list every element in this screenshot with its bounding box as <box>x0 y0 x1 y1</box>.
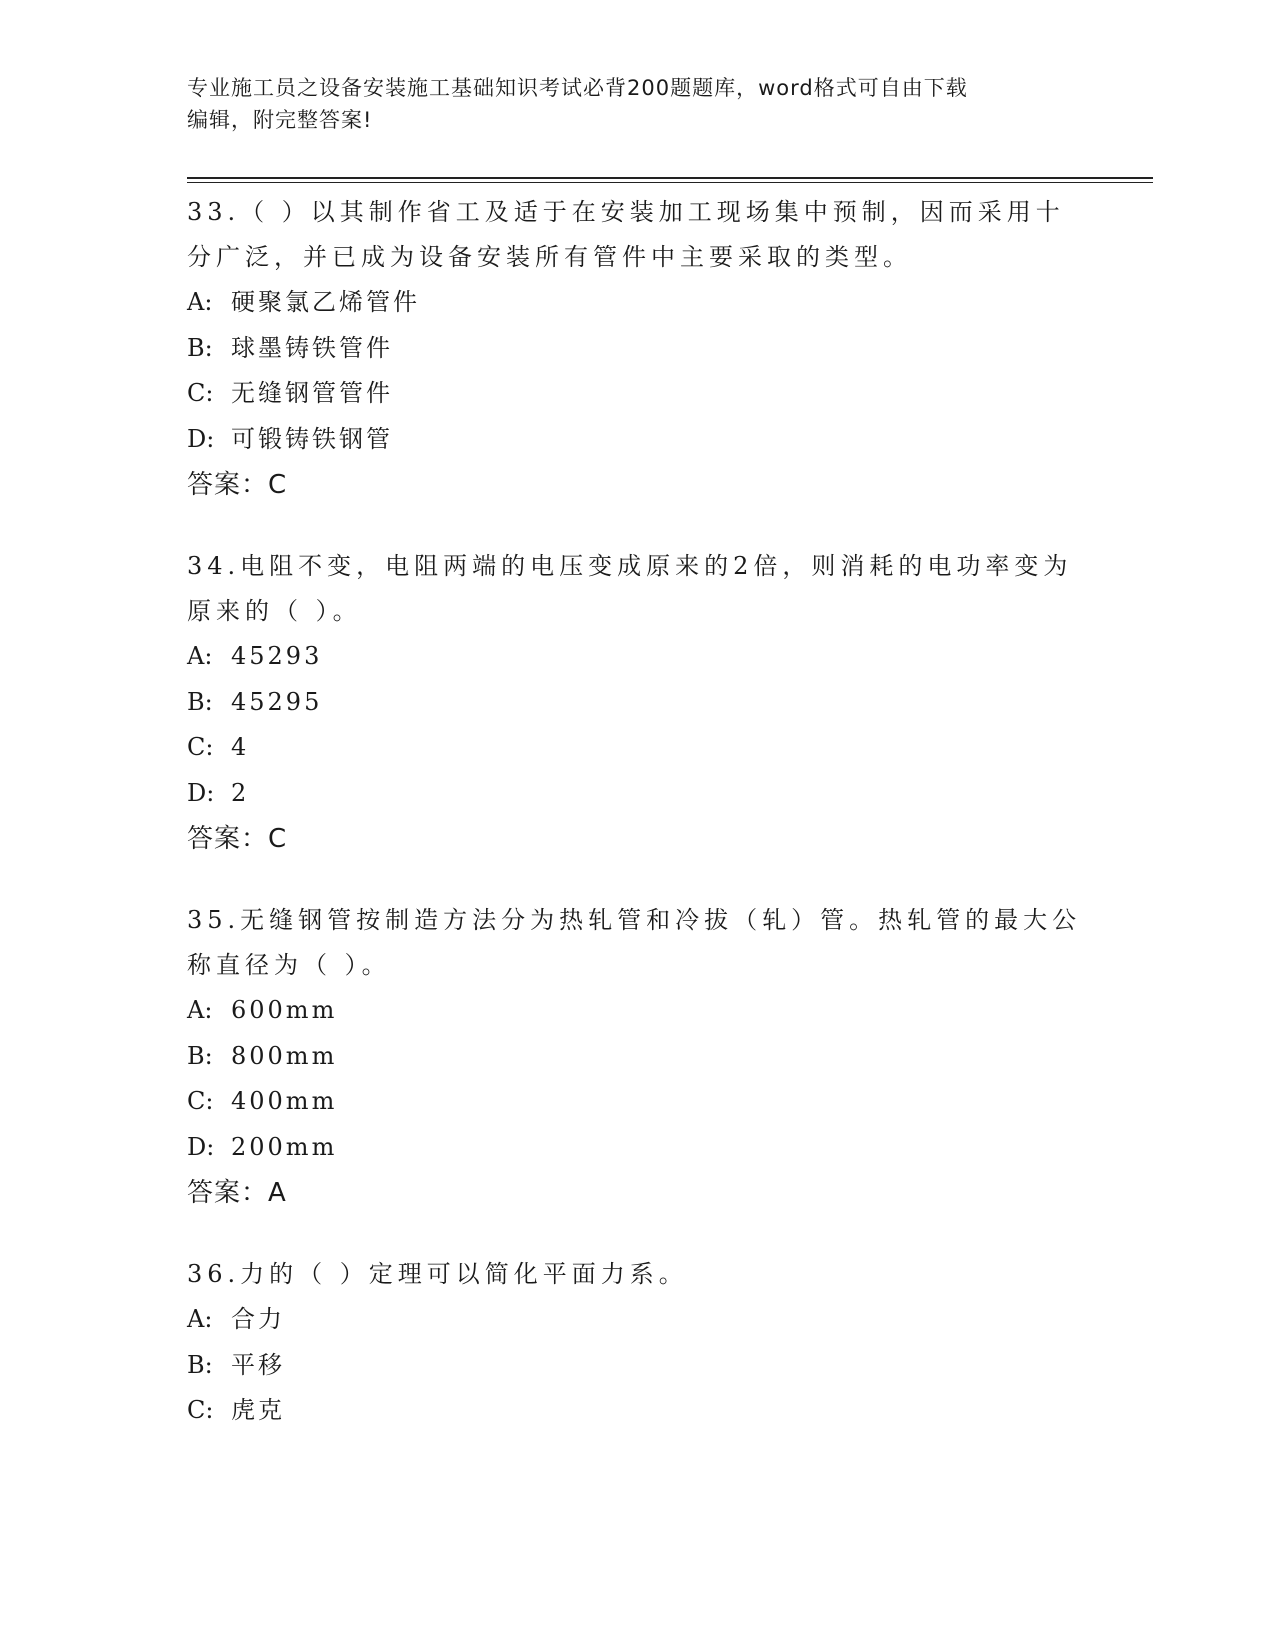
question-stem-line-2: 原来的（ ）。 <box>187 597 362 625</box>
option-a <box>187 634 1087 680</box>
option-label: C: <box>187 1087 214 1115</box>
option-text: 45293 <box>231 642 323 670</box>
question-stem <box>187 190 1087 280</box>
option-label: D: <box>187 778 215 807</box>
option-label: C: <box>187 379 214 407</box>
answer-text: 答案：C <box>187 824 288 854</box>
document-header <box>187 72 1067 136</box>
option-label: D: <box>187 424 215 453</box>
question-stem-line-1: 35.无缝钢管按制造方法分为热轧管和冷拔（轧）管。热轧管的最大公 <box>187 906 1082 934</box>
question-stem-line-1: 36.力的（ ）定理可以简化平面力系。 <box>187 1260 688 1288</box>
option-text: 800mm <box>231 1041 338 1070</box>
option-b <box>187 326 1087 372</box>
option-b <box>187 680 1087 726</box>
option-a <box>187 988 1087 1034</box>
option-text: 可锻铸铁钢管 <box>231 424 393 453</box>
question-33 <box>187 190 1087 508</box>
header-divider-thick <box>187 177 1153 179</box>
option-label: B: <box>187 1350 213 1379</box>
question-34 <box>187 544 1087 862</box>
option-text: 400mm <box>231 1087 338 1115</box>
option-b <box>187 1034 1087 1080</box>
header-divider-thin <box>187 182 1153 183</box>
option-text: 45295 <box>231 687 323 716</box>
option-label: B: <box>187 687 213 716</box>
option-d <box>187 771 1087 817</box>
option-label: B: <box>187 1041 213 1070</box>
option-c <box>187 725 1087 771</box>
header-title-line-2: 编辑，附完整答案! <box>187 108 373 132</box>
question-stem <box>187 544 1087 634</box>
option-text: 合力 <box>231 1305 285 1333</box>
option-text: 600mm <box>231 996 338 1024</box>
answer-text: 答案：C <box>187 470 288 500</box>
answer-text: 答案：A <box>187 1178 287 1208</box>
option-label: A: <box>187 996 213 1024</box>
question-stem-line-1: 33.（ ）以其制作省工及适于在安装加工现场集中预制，因而采用十 <box>187 198 1065 226</box>
option-d <box>187 1125 1087 1171</box>
question-stem-line-2: 分广泛，并已成为设备安装所有管件中主要采取的类型。 <box>187 243 912 271</box>
option-label: A: <box>187 1305 213 1333</box>
option-text: 2 <box>231 778 250 807</box>
option-text: 无缝钢管管件 <box>231 379 393 407</box>
question-stem-line-2: 称直径为（ ）。 <box>187 951 391 979</box>
question-list <box>187 190 1087 1470</box>
option-label: B: <box>187 333 213 362</box>
option-c <box>187 1388 1087 1434</box>
question-stem <box>187 1252 1087 1297</box>
option-c <box>187 1079 1087 1125</box>
option-c <box>187 371 1087 417</box>
option-text: 球墨铸铁管件 <box>231 333 393 362</box>
option-text: 平移 <box>231 1350 285 1379</box>
question-36 <box>187 1252 1087 1434</box>
option-label: A: <box>187 642 213 670</box>
option-label: A: <box>187 288 213 316</box>
question-stem <box>187 898 1087 988</box>
option-text: 虎克 <box>231 1396 285 1424</box>
header-title-line-1: 专业施工员之设备安装施工基础知识考试必背200题题库，word格式可自由下载 <box>187 76 968 100</box>
option-a <box>187 1297 1087 1343</box>
option-label: C: <box>187 1396 214 1424</box>
option-d <box>187 417 1087 463</box>
option-label: D: <box>187 1132 215 1161</box>
option-a <box>187 280 1087 326</box>
option-b <box>187 1343 1087 1389</box>
option-label: C: <box>187 733 214 761</box>
question-35 <box>187 898 1087 1216</box>
option-text: 4 <box>231 733 250 761</box>
option-text: 硬聚氯乙烯管件 <box>231 288 420 316</box>
question-stem-line-1: 34.电阻不变，电阻两端的电压变成原来的2倍，则消耗的电功率变为 <box>187 552 1073 580</box>
option-text: 200mm <box>231 1132 338 1161</box>
